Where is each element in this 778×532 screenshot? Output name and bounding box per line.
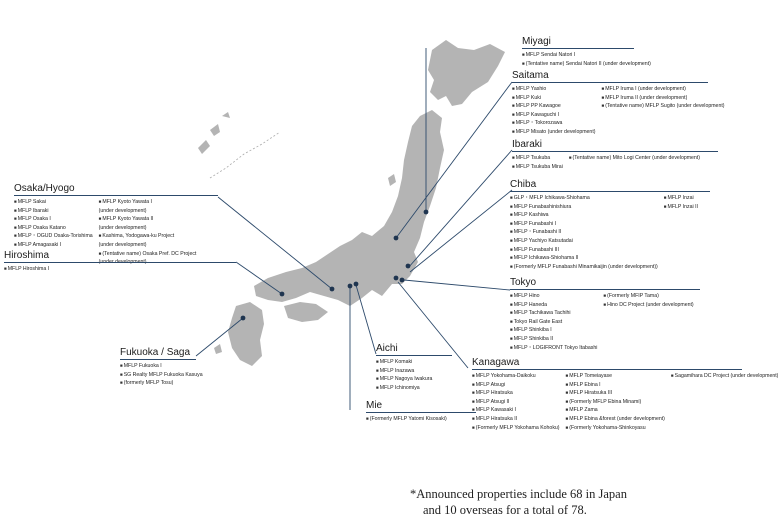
property-item: ■ MFLP Ebina I <box>566 381 665 390</box>
marker-hiroshima <box>280 292 285 297</box>
region-list <box>120 362 203 388</box>
property-item: ■ (Tentative name) Osaka Pref. DC Project <box>99 250 197 259</box>
region-title: Chiba <box>510 179 537 190</box>
property-item: ■ (Tentative name) Mito Logi Center (under development) <box>569 154 700 163</box>
territory-boundary-line <box>210 132 280 178</box>
marker-osaka <box>330 287 335 292</box>
property-item: ■ MFLP Atsugi <box>472 381 560 390</box>
property-item: ■ MFLP Iruma I (under development) <box>602 85 725 94</box>
kyushu-island <box>228 302 264 366</box>
region-title: Osaka/Hyogo <box>14 183 75 194</box>
region-title: Kanagawa <box>472 357 520 368</box>
region-aichi <box>376 343 452 392</box>
property-item: ■ MFLP Funabashinishiura <box>510 203 658 212</box>
property-item: ■ (Tentative name) MFLP Sugito (under development) <box>602 102 725 111</box>
region-title: Miyagi <box>522 36 551 47</box>
property-item: ■ MFLP Iruma II (under development) <box>602 94 725 103</box>
region-rule <box>376 355 452 356</box>
region-column <box>603 292 693 352</box>
region-chiba <box>510 179 710 271</box>
region-list <box>376 358 452 392</box>
property-item: ■ MFLP Atsugi II <box>472 398 560 407</box>
property-item: (under development) <box>98 224 147 231</box>
shikoku-island <box>284 302 328 322</box>
region-rule <box>472 369 742 370</box>
region-list <box>472 372 778 432</box>
property-item: ■ MFLP Tsukuba <box>512 154 563 163</box>
property-item: ■ MFLP Amagasaki I <box>14 241 93 250</box>
region-list <box>512 154 718 171</box>
property-item: ■ Sagamihara DC Project (under development) <box>671 372 778 381</box>
region-column <box>510 292 597 352</box>
property-item: ■ MFLP Kyoto Yawata II <box>99 215 197 224</box>
region-title: Saitama <box>512 70 549 81</box>
property-item: ■ GLP・MFLP Ichikawa-Shiohama <box>510 194 658 203</box>
region-title: Hiroshima <box>4 250 50 261</box>
property-item: (under development) <box>98 241 147 248</box>
property-item: ■ SG Realty MFLP Fukuoka Kasuya <box>120 371 203 380</box>
property-item: ■ (Formerly MFLP Yatomi Kisosaki) <box>366 415 447 424</box>
region-rule <box>366 412 476 413</box>
property-item: ■ MFLP・LOGIFRONT Tokyo Itabashi <box>510 344 597 353</box>
region-title: Aichi <box>376 343 398 354</box>
property-item: ■ MFLP Kawaguchi I <box>512 111 596 120</box>
property-item: ■ MFLP Kyoto Yawata I <box>99 198 197 207</box>
property-item: ■ MFLP Zama <box>566 406 665 415</box>
property-item: ■ MFLP Kuki <box>512 94 596 103</box>
region-column <box>671 372 778 432</box>
honshu-island <box>254 110 444 306</box>
region-title: Mie <box>366 400 383 411</box>
region-column <box>602 85 725 137</box>
property-item: ■ MFLP Inazawa <box>376 367 432 376</box>
property-item: ■ MFLP Kashiwa <box>510 211 658 220</box>
marker-miyagi <box>424 210 429 215</box>
leader-line-aichi <box>356 285 376 354</box>
region-title: Ibaraki <box>512 139 543 150</box>
region-column <box>569 154 700 171</box>
property-item: ■ MFLP Komaki <box>376 358 432 367</box>
marker-aichi <box>354 282 359 287</box>
region-column <box>472 372 560 432</box>
kurile-island-2 <box>210 124 220 136</box>
region-rule <box>522 48 634 49</box>
marker-mie <box>348 284 353 289</box>
property-item: ■ MFLP Ichinomiya <box>376 384 432 393</box>
region-rule <box>120 359 196 360</box>
region-column <box>512 85 596 137</box>
region-list <box>510 194 710 271</box>
property-item: ■ Tokyo Rail Gate East <box>510 318 597 327</box>
leader-line-tokyo <box>404 280 510 290</box>
property-item: ■ MFLP PP Kawagoe <box>512 102 596 111</box>
property-item: ■ Hino DC Project (under development) <box>603 301 693 310</box>
property-item: ■ (Formerly MFIP Tama) <box>603 292 693 301</box>
property-item: ■ MFLP Nagoya Iwakura <box>376 375 432 384</box>
region-rule <box>14 195 218 196</box>
region-rule <box>512 82 708 83</box>
property-item: ■ MFLP Fukuoka I <box>120 362 203 371</box>
property-item: ■ (Formerly MFLP Yokohama Kohoku) <box>472 424 560 433</box>
property-item: ■ MFLP Misato (under development) <box>512 128 596 137</box>
property-item: ■ MFLP Ichikawa-Shiohama II <box>510 254 658 263</box>
region-list <box>4 265 236 274</box>
property-item: ■ (formerly MFLP Tosu) <box>120 379 203 388</box>
property-item: ■ MFLP Hiratsuka <box>472 389 560 398</box>
property-item: ■ Kashima, Yodogawa-ku Project <box>99 232 197 241</box>
property-item: (under development) <box>98 207 147 214</box>
property-item: ■ MFLP・OGUD Osaka-Torishima <box>14 232 93 241</box>
region-mie <box>366 400 476 424</box>
region-list <box>510 292 700 352</box>
property-item: ■ MFLP Funabashi I <box>510 220 658 229</box>
region-column <box>120 362 203 388</box>
property-item: ■ MFLP Kawasaki I <box>472 406 560 415</box>
marker-ibaraki <box>406 264 411 269</box>
property-item: ■ (Formerly MFLP Funabashi Minamikaijin (under development)) <box>510 263 658 272</box>
region-column <box>512 154 563 171</box>
property-item: ■ MFLP Yachiyo Katsutadai <box>510 237 658 246</box>
property-item: ■ MFLP Hiroshima I <box>4 265 49 274</box>
region-title: Tokyo <box>510 277 537 288</box>
property-item: ■ (Tentative name) Sendai Natori II (under development) <box>522 60 651 69</box>
hokkaido-island <box>428 40 505 106</box>
property-item: ■ MFLP Shinkiba I <box>510 326 597 335</box>
footnote <box>410 486 627 518</box>
okinawa-island <box>214 344 222 354</box>
region-tokyo <box>510 277 700 352</box>
property-item: ■ MFLP Inzai II <box>664 203 698 212</box>
marker-fukuoka <box>241 316 246 321</box>
leader-line-osaka <box>218 197 332 289</box>
region-column <box>522 51 651 68</box>
property-item: ■ MFLP Ibaraki <box>14 207 93 216</box>
property-item: ■ MFLP Sakai <box>14 198 93 207</box>
footnote-line-2: and 10 overseas for a total of 78. <box>423 503 587 517</box>
property-item: ■ MFLP・Tokorozawa <box>512 119 596 128</box>
property-item: ■ MFLP Shinkiba II <box>510 335 597 344</box>
region-list <box>522 51 651 68</box>
property-item: ■ MFLP Tachikawa Tachihi <box>510 309 597 318</box>
region-column <box>4 265 49 274</box>
region-column <box>366 415 447 424</box>
property-item: ■ MFLP Hino <box>510 292 597 301</box>
property-item: ■ MFLP Hiratsuka II <box>472 415 560 424</box>
region-title: Fukuoka / Saga <box>120 347 191 358</box>
footnote-line-1: *Announced properties include 68 in Japan <box>410 487 627 501</box>
region-rule <box>510 289 700 290</box>
property-item: (under development) <box>98 259 147 266</box>
property-item: ■ MFLP Sendai Natori I <box>522 51 651 60</box>
property-item: ■ (Formerly MFLP Ebina Minami) <box>566 398 665 407</box>
region-miyagi <box>522 36 651 68</box>
property-item: ■ MFLP Tomeiayase <box>566 372 665 381</box>
region-column <box>664 194 698 271</box>
property-item: ■ MFLP Haneda <box>510 301 597 310</box>
property-item: ■ MFLP Osaka I <box>14 215 93 224</box>
region-list <box>366 415 476 424</box>
property-item: ■ MFLP Ebina &forest (under development) <box>566 415 665 424</box>
property-item: ■ (Formerly Yokohama-Shinkoyasu <box>566 424 665 433</box>
kurile-island-1 <box>198 140 210 154</box>
region-rule <box>512 151 718 152</box>
property-item: ■ MFLP Funabashi III <box>510 246 658 255</box>
property-item: ■ MFLP Yokohama-Daikoku <box>472 372 560 381</box>
property-item: ■ MFLP Hiratsuka III <box>566 389 665 398</box>
property-item: ■ MFLP Tsukuba Mirai <box>512 163 563 172</box>
property-item: ■ MFLP Yashio <box>512 85 596 94</box>
region-ibaraki <box>512 139 718 171</box>
region-column <box>510 194 658 271</box>
marker-saitama <box>394 236 399 241</box>
region-rule <box>510 191 710 192</box>
property-item: ■ MFLP・Funabashi II <box>510 228 658 237</box>
region-saitama <box>512 70 725 137</box>
region-fukuoka <box>120 347 203 388</box>
region-kanagawa <box>472 357 778 432</box>
property-item: ■ MFLP Osaka Katano <box>14 224 93 233</box>
marker-tokyo <box>400 278 405 283</box>
region-list <box>512 85 725 137</box>
marker-kanagawa <box>394 276 399 281</box>
kurile-island-3 <box>222 112 230 118</box>
region-hiroshima <box>4 250 236 274</box>
sado-island <box>388 174 396 186</box>
region-column <box>376 358 432 392</box>
region-column <box>566 372 665 432</box>
region-rule <box>4 262 236 263</box>
property-item: ■ MFLP Inzai <box>664 194 698 203</box>
